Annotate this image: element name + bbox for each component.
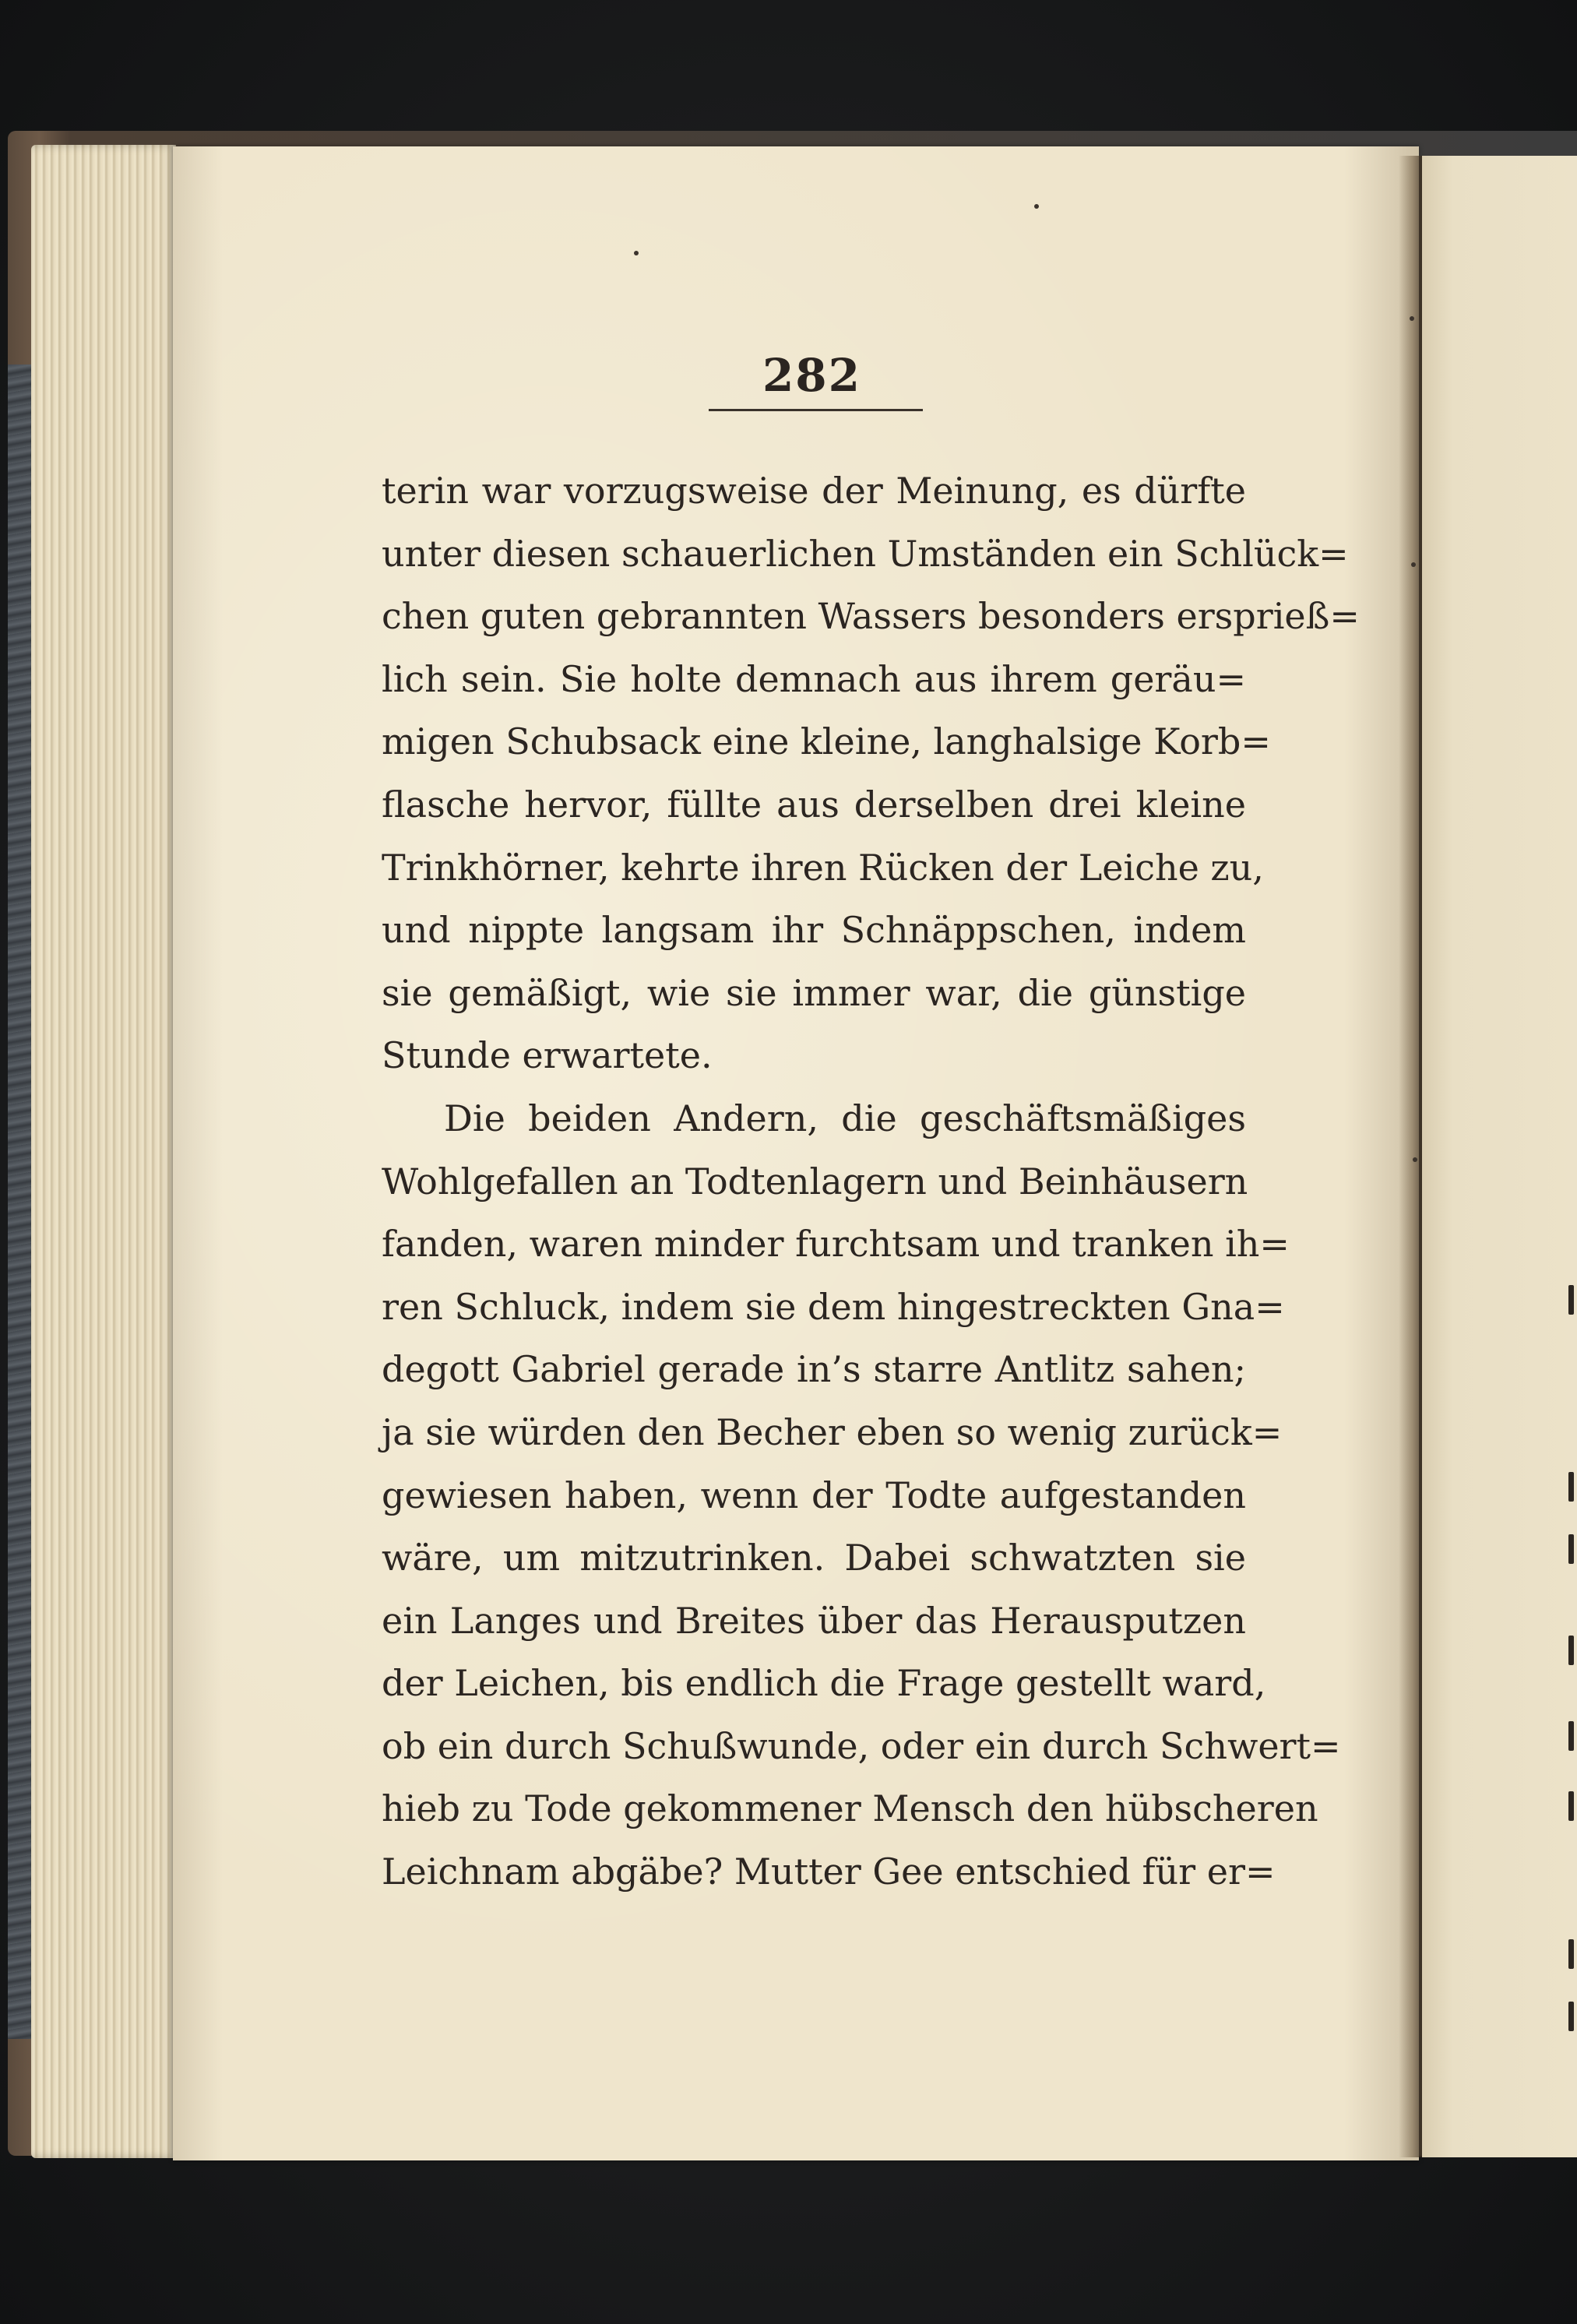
text-line: terin war vorzugsweise der Meinung, es dürfte <box>382 470 1246 512</box>
text-line: ren Schluck, indem sie dem hingestreckten Gna= <box>382 1285 1285 1328</box>
page-speck <box>1034 204 1039 209</box>
text-line: Trinkhörner, kehrte ihren Rücken der Leiche zu, <box>382 846 1264 889</box>
text-line: ein Langes und Breites über das Herausputzen <box>382 1599 1246 1642</box>
text-line: Leichnam abgäbe? Mutter Gee entschied für er= <box>382 1850 1276 1893</box>
facing-page-text-fragment <box>1568 1285 1574 1315</box>
page-number-text: 282 <box>762 349 862 402</box>
facing-page-text-fragment <box>1568 1472 1574 1502</box>
facing-page-text-fragment <box>1568 1791 1574 1821</box>
page-speck <box>634 251 639 255</box>
page-number <box>0 349 1577 402</box>
text-line: ob ein durch Schußwunde, oder ein durch Schwert= <box>382 1724 1341 1767</box>
text-line: hieb zu Tode gekommener Mensch den hübscheren <box>382 1787 1318 1830</box>
page-speck <box>1413 1157 1417 1162</box>
text-line: lich sein. Sie holte demnach aus ihrem geräu= <box>382 657 1246 700</box>
text-line: flasche hervor, füllte aus derselben drei kleine <box>382 783 1246 826</box>
header-rule <box>709 409 923 411</box>
text-line: Wohlgefallen an Todtenlagern und Beinhäusern <box>382 1160 1248 1202</box>
page-speck <box>1411 562 1416 567</box>
text-line: Die beiden Andern, die geschäftsmäßiges <box>444 1097 1246 1139</box>
page-edges <box>31 145 176 2158</box>
text-line: der Leichen, bis endlich die Frage gestellt ward, <box>382 1662 1266 1705</box>
text-line: wäre, um mitzutrinken. Dabei schwatzten sie <box>382 1537 1246 1579</box>
book-gutter <box>1399 156 1422 2157</box>
facing-page <box>1422 156 1577 2157</box>
facing-page-text-fragment <box>1568 1721 1574 1751</box>
text-line: und nippte langsam ihr Schnäppschen, indem <box>382 909 1246 952</box>
page-speck <box>1410 316 1414 321</box>
text-line: Stunde erwartete. <box>382 1034 713 1077</box>
text-line: ja sie würden den Becher eben so wenig zurück= <box>382 1410 1283 1453</box>
text-line: degott Gabriel gerade in’s starre Antlitz sahen; <box>382 1348 1246 1391</box>
text-line: gewiesen haben, wenn der Todte aufgestanden <box>382 1474 1246 1516</box>
text-line: chen guten gebrannten Wassers besonders ersprieß= <box>382 595 1360 638</box>
facing-page-text-fragment <box>1568 1534 1574 1564</box>
facing-page-text-fragment <box>1568 1939 1574 1969</box>
facing-page-text-fragment <box>1568 1636 1574 1665</box>
text-line: sie gemäßigt, wie sie immer war, die günstige <box>382 971 1246 1014</box>
body-text <box>382 460 1360 1903</box>
facing-page-text-fragment <box>1568 2002 1574 2031</box>
text-line: unter diesen schauerlichen Umständen ein Schlück= <box>382 532 1349 575</box>
text-line: migen Schubsack eine kleine, langhalsige Korb= <box>382 720 1271 763</box>
text-line: fanden, waren minder furchtsam und tranken ih= <box>382 1223 1290 1266</box>
